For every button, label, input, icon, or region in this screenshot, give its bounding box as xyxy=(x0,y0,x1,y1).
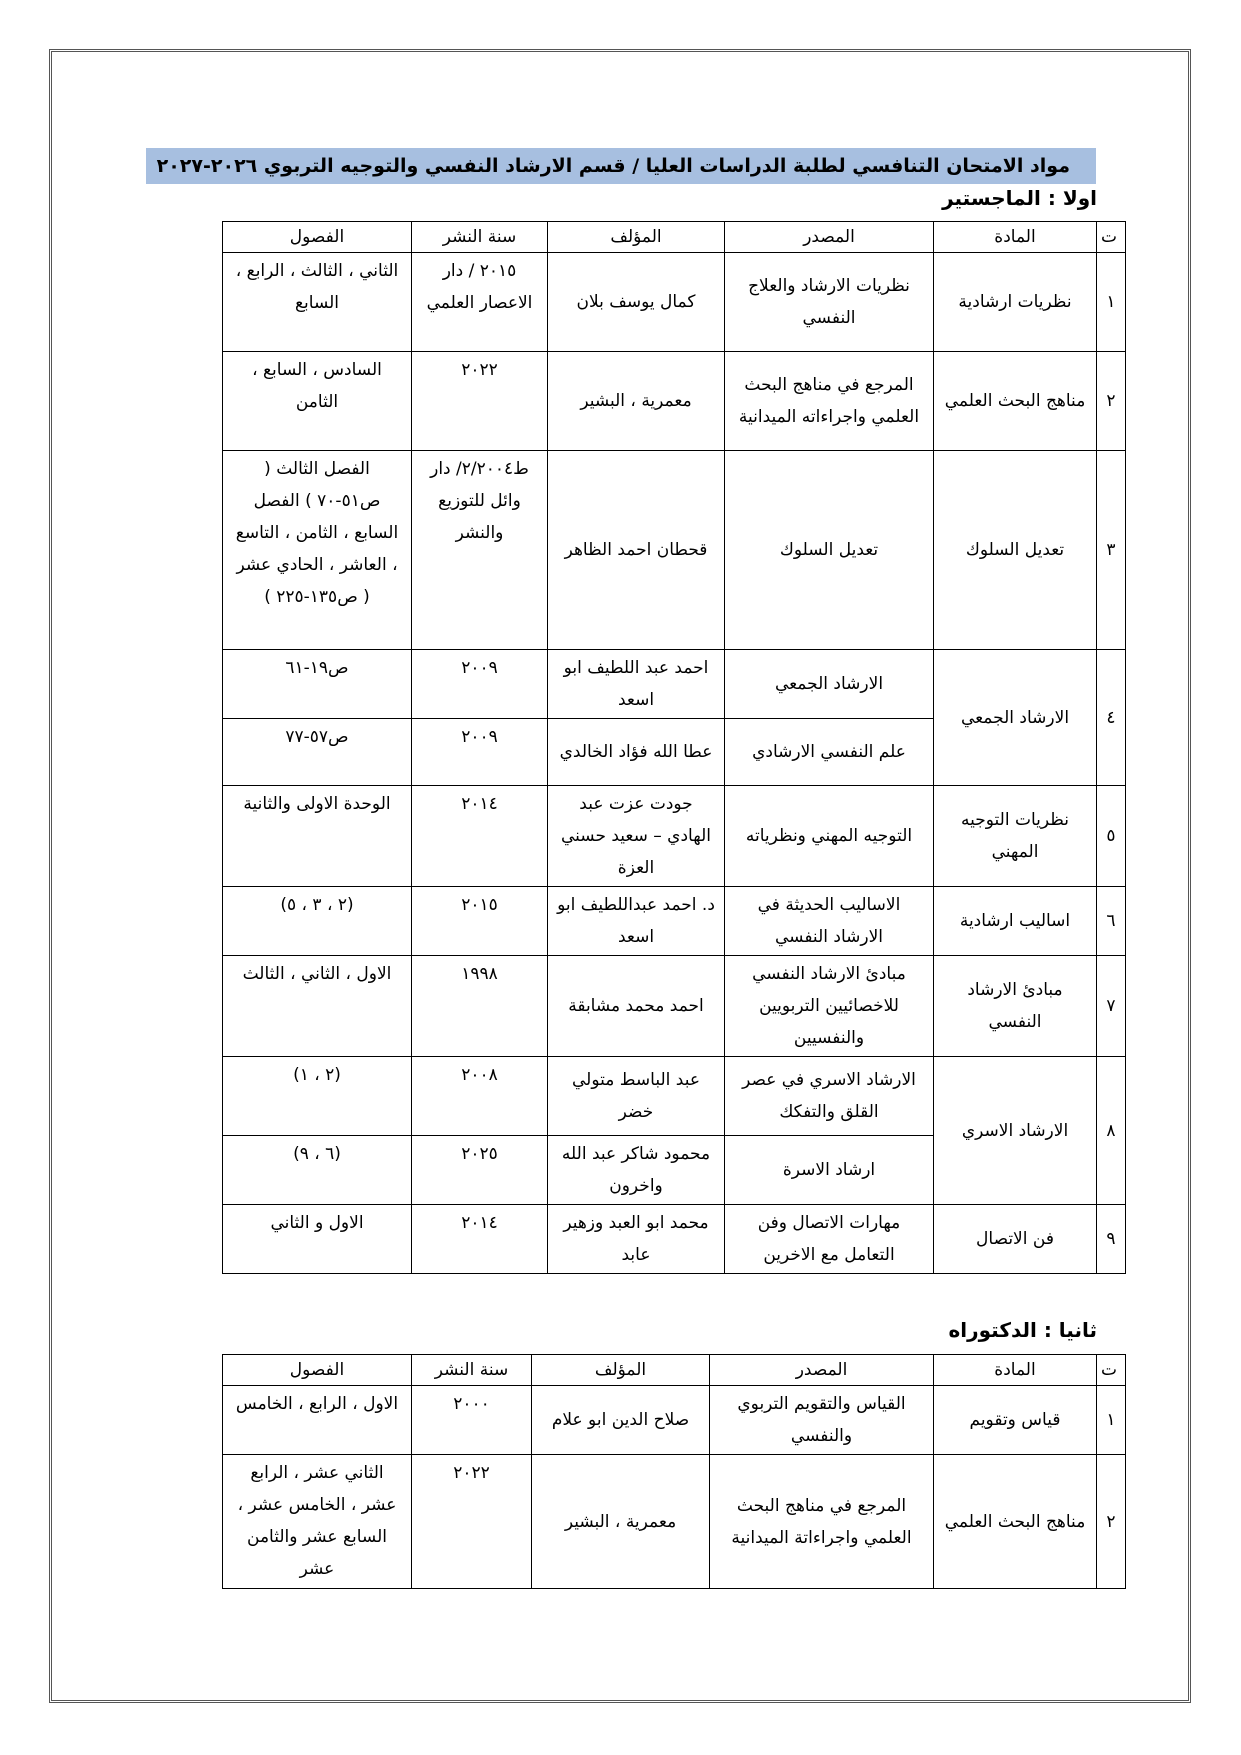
cell-year: ٢٠٠٩ xyxy=(412,650,548,719)
cell-year: ٢٠٠٩ xyxy=(412,719,548,786)
table-row xyxy=(223,1205,1126,1274)
header-year: سنة النشر xyxy=(412,1355,532,1386)
cell-chapters: الاول ، الرابع ، الخامس xyxy=(223,1386,412,1455)
cell-year: ٢٠٢٢ xyxy=(412,352,548,451)
cell-source: الارشاد الاسري في عصر القلق والتفكك xyxy=(725,1057,934,1136)
cell-year: ٢٠١٥ / دار الاعصار العلمي xyxy=(412,253,548,352)
header-author: المؤلف xyxy=(548,222,725,253)
header-author: المؤلف xyxy=(532,1355,710,1386)
cell-year: ٢٠٠٨ xyxy=(412,1057,548,1136)
table-row xyxy=(223,253,1126,352)
cell-subject: تعديل السلوك xyxy=(934,451,1097,650)
cell-chapters: (٢ ، ٣ ، ٥) xyxy=(223,887,412,956)
cell-chapters: الثاني عشر ، الرابع عشر ، الخامس عشر ، السابع عشر والثامن عشر xyxy=(223,1455,412,1589)
cell-year: ٢٠١٤ xyxy=(412,1205,548,1274)
cell-num: ٧ xyxy=(1097,956,1126,1057)
cell-year: ٢٠٢٥ xyxy=(412,1136,548,1205)
cell-chapters: الوحدة الاولى والثانية xyxy=(223,786,412,887)
table-row xyxy=(223,352,1126,451)
cell-source: القياس والتقويم التربوي والنفسي xyxy=(710,1386,934,1455)
cell-chapters: الثاني ، الثالث ، الرابع ، السابع xyxy=(223,253,412,352)
table-header-row xyxy=(223,1355,1126,1386)
header-subject: المادة xyxy=(934,1355,1097,1386)
cell-year: ٢٠٢٢ xyxy=(412,1455,532,1589)
cell-chapters: ص١٩-٦١ xyxy=(223,650,412,719)
cell-subject: مناهج البحث العلمي xyxy=(934,352,1097,451)
cell-num: ٩ xyxy=(1097,1205,1126,1274)
masters-section-title: اولا : الماجستير xyxy=(942,186,1097,210)
cell-author: محمد ابو العبد وزهير عابد xyxy=(548,1205,725,1274)
header-subject: المادة xyxy=(934,222,1097,253)
header-chapters: الفصول xyxy=(223,222,412,253)
cell-num: ١ xyxy=(1097,253,1126,352)
table-row xyxy=(223,451,1126,650)
cell-year: ٢٠١٤ xyxy=(412,786,548,887)
cell-author: احمد عبد اللطيف ابو اسعد xyxy=(548,650,725,719)
table-row xyxy=(223,1455,1126,1589)
cell-source: نظريات الارشاد والعلاج النفسي xyxy=(725,253,934,352)
header-num: ت xyxy=(1097,1355,1126,1386)
cell-source: علم النفسي الارشادي xyxy=(725,719,934,786)
cell-source: المرجع في مناهج البحث العلمي واجراءاتة الميدانية xyxy=(710,1455,934,1589)
cell-author: صلاح الدين ابو علام xyxy=(532,1386,710,1455)
page-title: مواد الامتحان التنافسي لطلبة الدراسات العليا / قسم الارشاد النفسي والتوجيه التربوي ٢٠٢٦-٢٠٢٧ xyxy=(146,148,1096,184)
cell-author: عبد الباسط متولي خضر xyxy=(548,1057,725,1136)
table-row xyxy=(223,786,1126,887)
cell-chapters: الاول و الثاني xyxy=(223,1205,412,1274)
cell-chapters: (٢ ، ١) xyxy=(223,1057,412,1136)
cell-subject: نظريات التوجيه المهني xyxy=(934,786,1097,887)
cell-num: ٨ xyxy=(1097,1057,1126,1205)
cell-subject: فن الاتصال xyxy=(934,1205,1097,1274)
cell-author: عطا الله فؤاد الخالدي xyxy=(548,719,725,786)
cell-chapters: الاول ، الثاني ، الثالث xyxy=(223,956,412,1057)
table-header-row xyxy=(223,222,1126,253)
cell-chapters: السادس ، السابع ، الثامن xyxy=(223,352,412,451)
cell-year: ط٢/٢٠٠٤/ دار وائل للتوزيع والنشر xyxy=(412,451,548,650)
cell-num: ٢ xyxy=(1097,1455,1126,1589)
header-num: ت xyxy=(1097,222,1126,253)
cell-subject: نظريات ارشادية xyxy=(934,253,1097,352)
cell-author: قحطان احمد الظاهر xyxy=(548,451,725,650)
cell-author: د. احمد عبداللطيف ابو اسعد xyxy=(548,887,725,956)
header-chapters: الفصول xyxy=(223,1355,412,1386)
phd-section-title: ثانيا : الدكتوراه xyxy=(948,1318,1097,1342)
cell-year: ٢٠١٥ xyxy=(412,887,548,956)
cell-subject: اساليب ارشادية xyxy=(934,887,1097,956)
cell-source: الارشاد الجمعي xyxy=(725,650,934,719)
cell-num: ٥ xyxy=(1097,786,1126,887)
cell-source: ارشاد الاسرة xyxy=(725,1136,934,1205)
table-row xyxy=(223,887,1126,956)
cell-author: معمرية ، البشير xyxy=(548,352,725,451)
cell-subject: مبادئ الارشاد النفسي xyxy=(934,956,1097,1057)
header-source: المصدر xyxy=(710,1355,934,1386)
table-row xyxy=(223,956,1126,1057)
cell-year: ٢٠٠٠ xyxy=(412,1386,532,1455)
header-source: المصدر xyxy=(725,222,934,253)
cell-subject: الارشاد الاسري xyxy=(934,1057,1097,1205)
header-year: سنة النشر xyxy=(412,222,548,253)
table-row xyxy=(223,1057,1126,1136)
masters-table xyxy=(222,221,1126,1274)
cell-source: مهارات الاتصال وفن التعامل مع الاخرين xyxy=(725,1205,934,1274)
cell-source: تعديل السلوك xyxy=(725,451,934,650)
cell-source: التوجيه المهني ونظرياته xyxy=(725,786,934,887)
cell-subject: قياس وتقويم xyxy=(934,1386,1097,1455)
cell-source: مبادئ الارشاد النفسي للاخصائيين التربويين والنفسيين xyxy=(725,956,934,1057)
cell-subject: الارشاد الجمعي xyxy=(934,650,1097,786)
cell-chapters: الفصل الثالث ( ص٥١-٧٠ ) الفصل السابع ، الثامن ، التاسع ، العاشر ، الحادي عشر ( ص١٣٥-٢٢٥ ) xyxy=(223,451,412,650)
cell-num: ٦ xyxy=(1097,887,1126,956)
cell-chapters: ص٥٧-٧٧ xyxy=(223,719,412,786)
cell-author: كمال يوسف بلان xyxy=(548,253,725,352)
cell-year: ١٩٩٨ xyxy=(412,956,548,1057)
cell-num: ٣ xyxy=(1097,451,1126,650)
table-row xyxy=(223,1386,1126,1455)
cell-num: ١ xyxy=(1097,1386,1126,1455)
cell-source: الاساليب الحديثة في الارشاد النفسي xyxy=(725,887,934,956)
cell-num: ٢ xyxy=(1097,352,1126,451)
cell-author: احمد محمد مشابقة xyxy=(548,956,725,1057)
cell-num: ٤ xyxy=(1097,650,1126,786)
cell-author: جودت عزت عبد الهادي – سعيد حسني العزة xyxy=(548,786,725,887)
cell-author: معمرية ، البشير xyxy=(532,1455,710,1589)
cell-subject: مناهج البحث العلمي xyxy=(934,1455,1097,1589)
phd-table xyxy=(222,1354,1126,1589)
cell-chapters: (٦ ، ٩) xyxy=(223,1136,412,1205)
cell-source: المرجع في مناهج البحث العلمي واجراءاته الميدانية xyxy=(725,352,934,451)
cell-author: محمود شاكر عبد الله واخرون xyxy=(548,1136,725,1205)
table-row xyxy=(223,650,1126,719)
